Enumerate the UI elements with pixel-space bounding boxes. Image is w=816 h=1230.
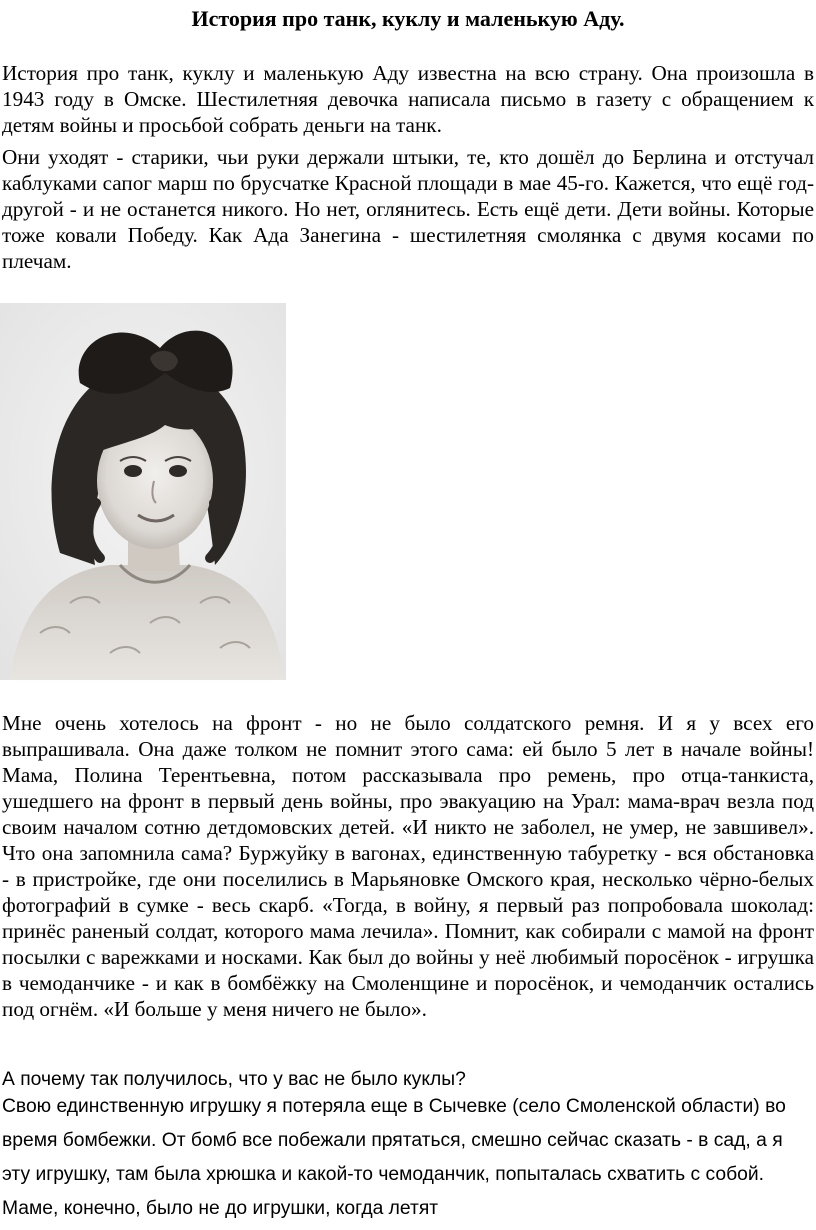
girl-portrait-icon — [0, 303, 286, 680]
memories-paragraph: Мне очень хотелось на фронт - но не было солдатского ремня. И я у всех его выпрашивала. Она даже толком не помнит этого сама: ей было 5 лет в начале войны! Мама, Полина Терентьевна, потом рассказывала про ремень, про отца-танкиста, ушедшего на фронт в первый день войны, про эвакуацию на Урал: мама-врач везла под своим началом сотню детдомовских детей. «И никто не заболел, не умер, не завшивел». Что она запомнила сама? Буржуйку в вагонах, единственную табуретку - вся обстановка - в пристройке, где они поселились в Марьяновке Омского края, несколько чёрно-белых фотографий в сумке - весь скарб. «Тогда, в войну, я первый раз попробовала шоколад: принёс раненый солдат, которого мама лечила». Помнит, как собирали с мамой на фронт посылки с варежками и носками. Как был до войны у неё любимый поросёнок - игрушка в чемоданчике - и как в бомбёжку на Смоленщине и поросёнок, и чемоданчик остались под огнём. «И больше у меня ничего не было». — [2, 711, 814, 1021]
intro-paragraph: История про танк, куклу и маленькую Аду известна на всю страну. Она произошла в 1943 году в Омске. Шестилетняя девочка написала письмо в газету с обращением к детям войны и просьбой собрать деньги на танк. — [2, 61, 814, 137]
girl-portrait-photo — [0, 303, 286, 680]
document-title: История про танк, куклу и маленькую Аду. — [191, 6, 625, 31]
interview-question: А почему так получилось, что у вас не было куклы? — [2, 1069, 466, 1090]
children-of-war-paragraph: Они уходят - старики, чьи руки держали штыки, те, кто дошёл до Берлина и отстучал каблуками сапог марш по брусчатке Красной площади в мае 45-го. Кажется, что ещё год-другой - и не останется никого. Но нет, оглянитесь. Есть ещё дети. Дети войны. Которые тоже ковали Победу. Как Ада Занегина - шестилетняя смолянка с двумя косами по плечам. — [2, 145, 814, 273]
interview-answer: Свою единственную игрушку я потеряла еще в Сычевке (село Смоленской области) во время бомбежки. От бомб все побежали прятаться, смешно сейчас сказать - в сад, а я эту игрушку, там была хрюшка и какой-то чемоданчик, попыталась схватить с собой. Маме, конечно, было не до игрушки, когда летят — [2, 1096, 786, 1219]
